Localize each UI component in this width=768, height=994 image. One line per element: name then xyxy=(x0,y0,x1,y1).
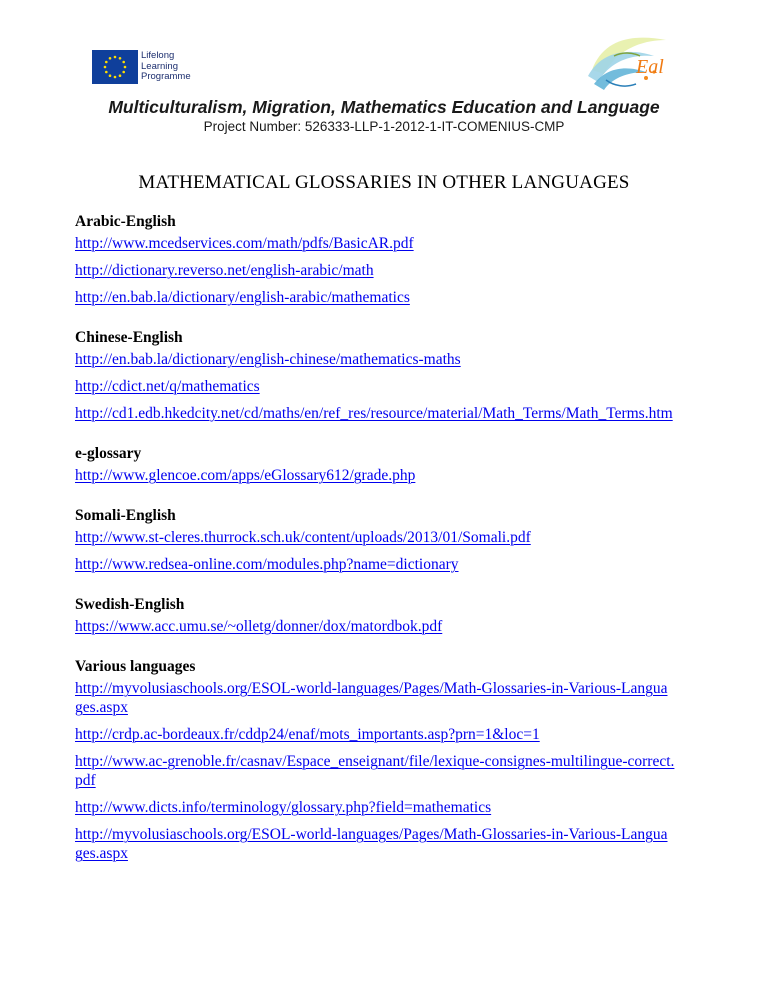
glossary-link[interactable]: http://www.redsea-online.com/modules.php?name=dictionary xyxy=(75,556,459,573)
glossary-link[interactable]: http://www.ac-grenoble.fr/casnav/Espace_enseignant/file/lexique-consignes-multilingue-correct.pdf xyxy=(75,753,675,789)
glossary-link[interactable]: http://cd1.edb.hkedcity.net/cd/maths/en/ref_res/resource/material/Math_Terms/Math_Terms.htm xyxy=(75,405,673,422)
glossary-link[interactable]: http://myvolusiaschools.org/ESOL-world-languages/Pages/Math-Glossaries-in-Various-Languages.aspx xyxy=(75,826,668,862)
section-heading: Somali-English xyxy=(75,507,176,524)
page-header xyxy=(0,0,768,150)
glossary-link[interactable]: http://www.mcedservices.com/math/pdfs/BasicAR.pdf xyxy=(75,235,414,252)
section-heading: Chinese-English xyxy=(75,329,183,346)
glossary-link[interactable]: http://dictionary.reverso.net/english-arabic/math xyxy=(75,262,374,279)
glossary-link[interactable]: http://www.st-cleres.thurrock.sch.uk/content/uploads/2013/01/Somali.pdf xyxy=(75,529,531,546)
glossary-link[interactable]: http://crdp.ac-bordeaux.fr/cddp24/enaf/mots_importants.asp?prn=1&loc=1 xyxy=(75,726,540,743)
glossary-link[interactable]: https://www.acc.umu.se/~olletg/donner/dox/matordbok.pdf xyxy=(75,618,443,635)
eu-flag-icon xyxy=(92,50,138,84)
section-swedish-english xyxy=(75,595,695,636)
glossary-link[interactable]: http://www.glencoe.com/apps/eGlossary612/grade.php xyxy=(75,467,416,484)
eal-logo-text: Eal xyxy=(636,56,664,78)
llp-line-3: Programme xyxy=(141,71,191,83)
section-heading: Swedish-English xyxy=(75,596,185,613)
lifelong-learning-logo xyxy=(92,50,191,84)
glossary-link[interactable]: http://en.bab.la/dictionary/english-chinese/mathematics-maths xyxy=(75,351,461,368)
section-chinese-english xyxy=(75,328,695,423)
glossary-link[interactable]: http://www.dicts.info/terminology/glossary.php?field=mathematics xyxy=(75,799,492,816)
section-heading: Arabic-English xyxy=(75,213,176,230)
project-title: Multiculturalism, Migration, Mathematics Education and Language xyxy=(108,97,660,117)
llp-line-1: Lifelong xyxy=(141,50,175,62)
section-heading: e-glossary xyxy=(75,445,142,462)
section-somali-english xyxy=(75,506,695,574)
document-title: MATHEMATICAL GLOSSARIES IN OTHER LANGUAGES xyxy=(138,172,630,193)
section-various-languages xyxy=(75,657,695,863)
glossary-link[interactable]: http://cdict.net/q/mathematics xyxy=(75,378,260,395)
glossary-link[interactable]: http://myvolusiaschools.org/ESOL-world-languages/Pages/Math-Glossaries-in-Various-Languages.aspx xyxy=(75,680,668,716)
eal-logo-icon xyxy=(584,30,674,102)
section-heading: Various languages xyxy=(75,658,196,675)
section-arabic-english xyxy=(75,212,695,307)
glossary-link[interactable]: http://en.bab.la/dictionary/english-arabic/mathematics xyxy=(75,289,410,306)
llp-logo-text xyxy=(141,51,191,83)
section-e-glossary xyxy=(75,444,695,485)
project-number: Project Number: 526333-LLP-1-2012-1-IT-COMENIUS-CMP xyxy=(203,119,565,134)
glossary-list xyxy=(75,212,695,884)
llp-line-2: Learning xyxy=(141,60,178,72)
